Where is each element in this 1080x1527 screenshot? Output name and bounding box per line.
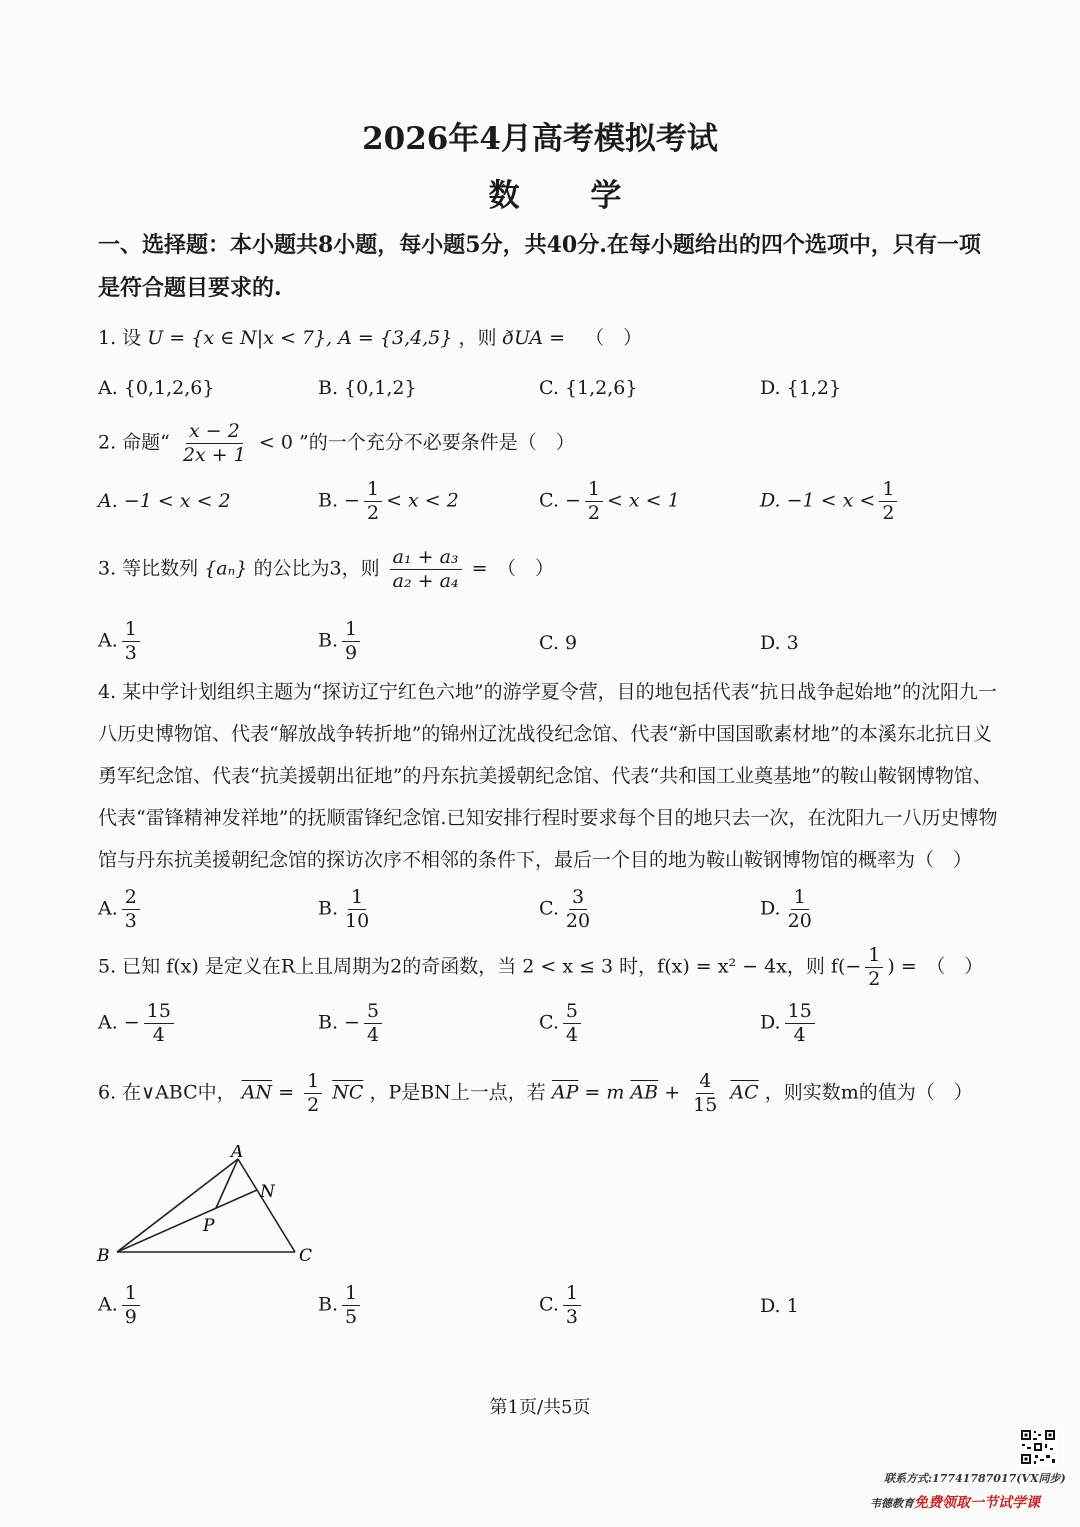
q6-option-b: B. $\frac{1}{5}$ bbox=[318, 1282, 364, 1329]
q3-option-d: D. 3 bbox=[760, 632, 799, 654]
question-5-stem: 5. 已知 f(x) 是定义在R上且周期为2的奇函数，当 2 < x ≤ 3 时，f(x) = x² − 4x，则 f(− $\frac{1}{2}$ ) = （ ） bbox=[98, 944, 984, 990]
q6-option-a: A. $\frac{1}{9}$ bbox=[98, 1282, 144, 1329]
q6-option-c: C. $\frac{1}{3}$ bbox=[539, 1282, 585, 1329]
question-3-stem: 3. 等比数列 {aₙ} 的公比为3，则 $\frac{\text{a₁ + a₃}}{\text{a₂ + a₄}}$ = （ ） bbox=[98, 546, 554, 592]
q2-fraction: $\frac{x - 2}{2x + 1}$ bbox=[182, 420, 246, 466]
q1-option-a: A. {0,1,2,6} bbox=[98, 377, 215, 399]
q1-expression: U = {x ∈ N|x < 7}, A = {3,4,5} bbox=[147, 327, 453, 349]
segment-bn bbox=[117, 1190, 257, 1252]
q5-option-c: C. $\frac{5}{4}$ bbox=[539, 1000, 585, 1047]
contact-info: 联系方式:17741787017(VX同步) bbox=[884, 1472, 1066, 1485]
triangle-figure bbox=[95, 1145, 325, 1270]
qr-code-icon bbox=[1019, 1428, 1057, 1466]
q4-option-d: D. $\frac{1}{20}$ bbox=[760, 886, 812, 932]
q5-option-d: D. $\frac{15}{4}$ bbox=[760, 1000, 819, 1047]
exam-title: 2026年4月高考模拟考试 bbox=[362, 121, 718, 157]
section-heading-line2: 是符合题目要求的. bbox=[98, 275, 282, 301]
q2-option-a: A. −1 < x < 2 bbox=[98, 490, 231, 512]
question-1-stem: 1. 设 U = {x ∈ N|x < 7}, A = {3,4,5} ，则 ðUA = （ ） bbox=[98, 327, 643, 349]
label-a: A bbox=[231, 1145, 244, 1162]
q4-option-c: C. $\frac{3}{20}$ bbox=[539, 886, 591, 932]
q4-option-a: A. $\frac{2}{3}$ bbox=[98, 886, 144, 933]
q1-option-d: D. {1,2} bbox=[760, 377, 842, 399]
label-p: P bbox=[203, 1216, 215, 1236]
q2-option-b: B. − $\frac{1}{2}$ < x < 2 bbox=[318, 478, 459, 524]
subject-title: 数 学 bbox=[488, 178, 652, 214]
section-heading-line1: 一、选择题：本小题共8小题，每小题5分，共40分.在每小题给出的四个选项中，只有一项 bbox=[98, 232, 981, 258]
q5-option-b: B. − $\frac{5}{4}$ bbox=[318, 1000, 386, 1047]
q1-complement: ðUA = bbox=[502, 327, 566, 349]
question-2-stem: 2. 命题“ $\frac{x - 2}{2x + 1}$ < 0 ”的一个充分不必要条件是（ ） bbox=[98, 420, 575, 466]
q3-option-a: A. $\frac{1}{3}$ bbox=[98, 618, 144, 665]
promo-banner bbox=[870, 1492, 1040, 1512]
q3-fraction: $\frac{\text{a₁ + a₃}}{\text{a₂ + a₄}}$ bbox=[390, 546, 462, 593]
q1-option-b: B. {0,1,2} bbox=[318, 377, 417, 399]
edge-ac bbox=[238, 1159, 295, 1252]
label-c: C bbox=[299, 1246, 313, 1266]
q2-option-d: D. −1 < x < $\frac{1}{2}$ bbox=[760, 478, 901, 525]
q1-option-c: C. {1,2,6} bbox=[539, 377, 638, 399]
q3-option-b: B. $\frac{1}{9}$ bbox=[318, 618, 364, 665]
promo-slogan: 免费领取一节试学课 bbox=[914, 1495, 1040, 1511]
q6-option-d: D. 1 bbox=[760, 1295, 799, 1317]
label-b: B bbox=[97, 1246, 110, 1266]
question-6-stem: 6. 在∨ABC中， $\overline{AN}$ = $\frac{1}{2}$ $\overline{NC}$ ，P是BN上一点，若 $\overline{AP} = m$ $\overline{AB}$ + $\frac{4}{15}$ $\overline{AC}$ ，则实数m的值为（ ） bbox=[98, 1070, 973, 1116]
org-name: 韦德教育 bbox=[870, 1497, 914, 1510]
edge-ab bbox=[117, 1159, 238, 1252]
q2-option-c: C. − $\frac{1}{2}$ < x < 1 bbox=[539, 478, 680, 524]
q3-option-c: C. 9 bbox=[539, 632, 578, 654]
q4-option-b: B. $\frac{1}{10}$ bbox=[318, 886, 370, 932]
page-number: 第1页/共5页 bbox=[489, 1397, 591, 1418]
label-n: N bbox=[260, 1182, 275, 1202]
q5-option-a: A. − $\frac{15}{4}$ bbox=[98, 1000, 178, 1047]
question-4-stem: 4. 某中学计划组织主题为“探访辽宁红色六地”的游学夏令营，目的地包括代表“抗日战争起始地”的沈阳九一八历史博物馆、代表“解放战争转折地”的锦州辽沈战役纪念馆、代表“新中国国歌素材地”的本溪东北抗日义勇军纪念馆、代表“抗美援朝出征地”的丹东抗美援朝纪念馆、代表“共和国工业奠基地”的鞍山鞍钢博物馆、代表“雷锋精神发祥地”的抚顺雷锋纪念馆.已知安排行程时要求每个目的地只去一次，在沈阳九一八历史博物馆与丹东抗美援朝纪念馆的探访次序不相邻的条件下，最后一个目的地为鞍山鞍钢博物馆的概率为（ ） bbox=[98, 681, 998, 871]
